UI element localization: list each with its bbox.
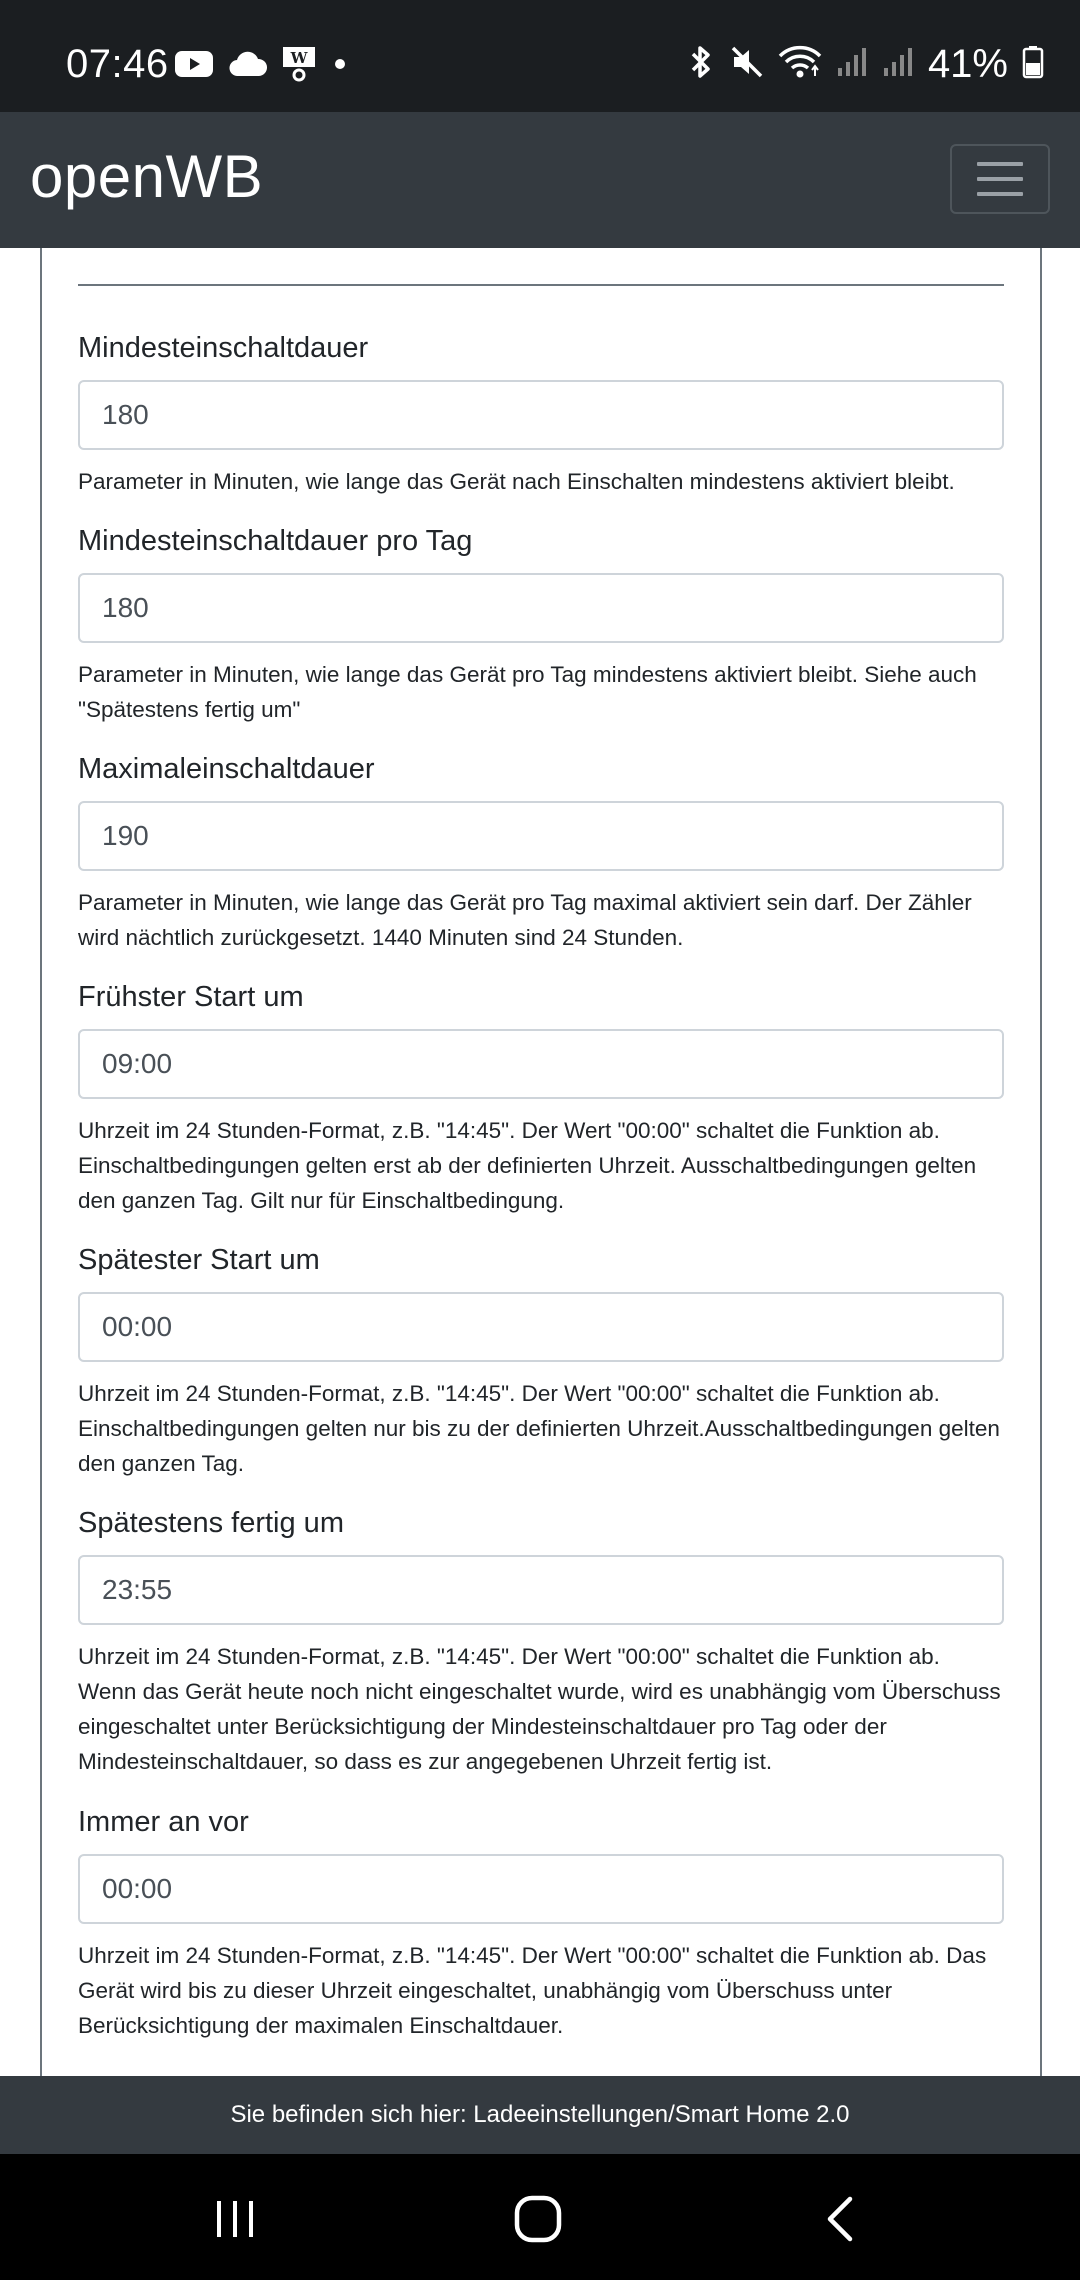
youtube-icon [174, 49, 214, 84]
field-spaetestens-fertig [78, 1501, 1004, 1779]
wifi-icon [778, 44, 822, 85]
breadcrumb-footer [0, 2076, 1080, 2154]
field-label: Immer an vor [78, 1806, 249, 1838]
field-label: Spätester Start um [78, 1244, 320, 1276]
field-help-text: Uhrzeit im 24 Stunden-Format, z.B. "14:45". Der Wert "00:00" schaltet die Funktion ab. Einschaltbedingungen gelten erst ab der definierten Uhrzeit. Ausschaltbedingungen gelten den ganzen Tag. Gilt nur für Einschaltbedingung. [78, 1118, 977, 1213]
spaetester-start-input[interactable]: 00:00 [78, 1292, 1004, 1362]
recents-icon[interactable] [175, 2184, 295, 2254]
news-icon [282, 46, 316, 87]
settings-content[interactable] [0, 248, 1080, 2076]
battery-icon [1022, 44, 1044, 85]
field-label: Mindesteinschaltdauer pro Tag [78, 525, 473, 557]
mindesteinschaltdauer-pro-tag-input[interactable]: 180 [78, 573, 1004, 643]
hamburger-menu-icon[interactable] [950, 144, 1050, 214]
field-label: Mindesteinschaltdauer [78, 332, 369, 364]
field-maximaleinschaltdauer [78, 747, 1004, 955]
mindesteinschaltdauer-input[interactable]: 180 [78, 380, 1004, 450]
field-mindesteinschaltdauer [78, 326, 1004, 499]
cloud-icon [228, 50, 268, 83]
status-time: 07:46 [66, 42, 169, 86]
field-help-text: Uhrzeit im 24 Stunden-Format, z.B. "14:45". Der Wert "00:00" schaltet die Funktion ab. Wenn das Gerät heute noch nicht eingeschaltet wurde, wird es unabhängig vom Überschuss eingeschaltet unter Berücksichtigung der Mindesteinschaltdauer pro Tag oder der Mindesteinschaltdauer, so dass es zur angegebenen Uhrzeit fertig ist. [78, 1644, 1001, 1774]
immer-an-vor-input[interactable]: 00:00 [78, 1854, 1004, 1924]
field-immer-an-vor [78, 1800, 1004, 2043]
home-icon[interactable] [478, 2184, 598, 2254]
status-bar [0, 0, 1080, 112]
field-help-text: Parameter in Minuten, wie lange das Gerät nach Einschalten mindestens aktiviert bleibt. [78, 469, 955, 494]
field-spaetester-start [78, 1238, 1004, 1481]
system-navigation-bar [0, 2154, 1080, 2280]
signal-icon [882, 44, 914, 85]
mute-icon [730, 44, 764, 85]
back-icon[interactable] [780, 2184, 900, 2254]
dot-icon [330, 54, 350, 79]
app-navbar [0, 112, 1080, 248]
spaetestens-fertig-input[interactable]: 23:55 [78, 1555, 1004, 1625]
field-fruehster-start [78, 975, 1004, 1218]
breadcrumb: Sie befinden sich hier: Ladeeinstellungen/Smart Home 2.0 [230, 2101, 850, 2128]
field-help-text: Uhrzeit im 24 Stunden-Format, z.B. "14:45". Der Wert "00:00" schaltet die Funktion ab. Einschaltbedingungen gelten nur bis zu der definierten Uhrzeit.Ausschaltbedingungen gelten den ganzen Tag. [78, 1381, 1000, 1476]
bluetooth-icon [686, 44, 716, 85]
field-help-text: Parameter in Minuten, wie lange das Gerät pro Tag maximal aktiviert sein darf. Der Zähler wird nächtlich zurückgesetzt. 1440 Minuten sind 24 Stunden. [78, 890, 972, 950]
field-label: Spätestens fertig um [78, 1507, 344, 1539]
field-mindesteinschaltdauer-pro-tag [78, 519, 1004, 727]
field-help-text: Uhrzeit im 24 Stunden-Format, z.B. "14:45". Der Wert "00:00" schaltet die Funktion ab. Das Gerät wird bis zu dieser Uhrzeit eingeschaltet, unabhängig vom Überschuss unter Berücksichtigung der maximalen Einschaltdauer. [78, 1943, 987, 2038]
section-divider [78, 284, 1004, 286]
battery-percentage: 41% [927, 41, 1008, 86]
field-label: Frühster Start um [78, 981, 304, 1013]
signal-icon [836, 44, 868, 85]
fruehster-start-input[interactable]: 09:00 [78, 1029, 1004, 1099]
brand-logo[interactable]: openWB [30, 143, 264, 210]
maximaleinschaltdauer-input[interactable]: 190 [78, 801, 1004, 871]
field-label: Maximaleinschaltdauer [78, 753, 375, 785]
svg-text:W: W [290, 48, 308, 67]
field-help-text: Parameter in Minuten, wie lange das Gerät pro Tag mindestens aktiviert bleibt. Siehe auch "Spätestens fertig um" [78, 662, 977, 722]
